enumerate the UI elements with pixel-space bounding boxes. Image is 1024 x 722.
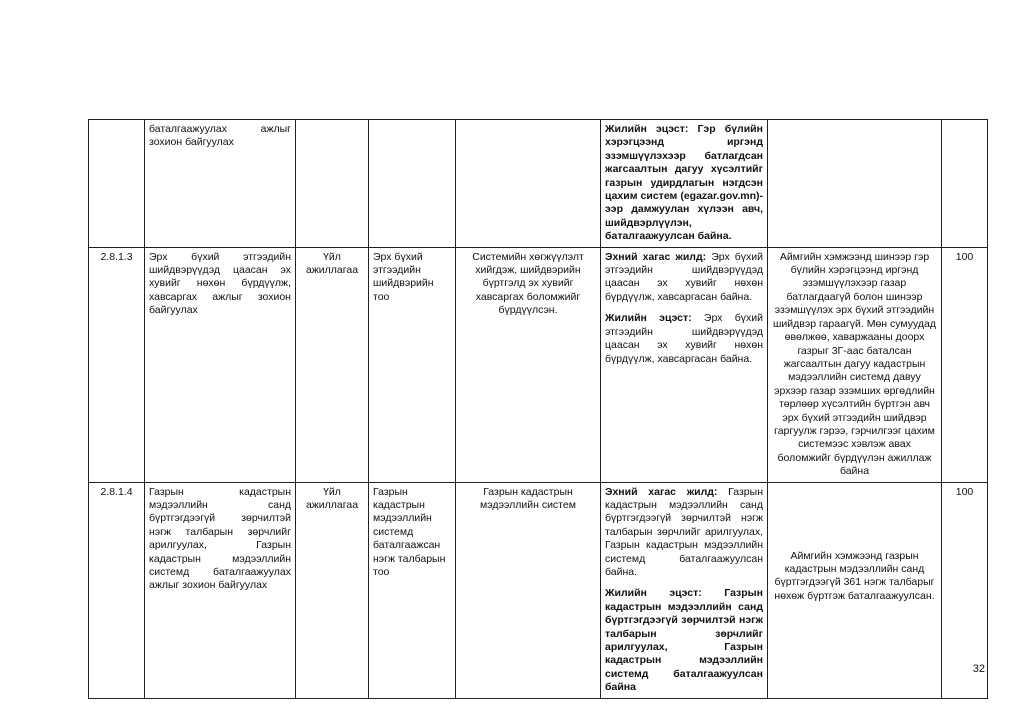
row-task: Эрх бүхий этгээдийн шийдвэрүүдэд цаасан эх хувийг нөхөн бүрдүүлж, хавсаргах ажлыг зохион байгуулах bbox=[145, 247, 296, 482]
row-score: 100 bbox=[942, 482, 988, 698]
row-baseline bbox=[456, 120, 601, 248]
goal-half-year bbox=[605, 486, 763, 580]
row-baseline: Системийн хөгжүүлэлт хийгдэж, шийдвэрийн бүртгэлд эх хувийг хавсаргах боломжийг бүрдүүлсэн. bbox=[456, 247, 601, 482]
row-performance bbox=[768, 482, 942, 698]
row-goal bbox=[601, 120, 768, 248]
table-row bbox=[89, 482, 988, 698]
row-indicator: Газрын кадастрын мэдээллийн системд баталгаажсан нэгж талбарын тоо bbox=[369, 482, 456, 698]
row-score bbox=[942, 120, 988, 248]
row-performance bbox=[768, 120, 942, 248]
page-number: 32 bbox=[972, 663, 985, 675]
performance-text: Аймгийн хэмжээнд газрын кадастрын мэдээллийн санд бүртгэгдээгүй 361 нэгж талбарыг нөхөж бүртгэж баталгаажуулсан. bbox=[774, 549, 935, 602]
row-code bbox=[89, 120, 145, 248]
goal-prefix: Эхний хагас жилд: bbox=[605, 250, 707, 263]
row-baseline: Газрын кадастрын мэдээллийн систем bbox=[456, 482, 601, 698]
goal2-text: Эрх бүхий этгээдийн шийдвэрүүдэд цаасан эх хувийг нөхөн бүрдүүлж, хавсаргасан байна. bbox=[605, 312, 763, 365]
goal-prefix: Жилийн эцэст: bbox=[605, 123, 689, 135]
plan-report-table bbox=[88, 119, 988, 699]
table-row bbox=[89, 247, 988, 482]
row-indicator: Эрх бүхий этгээдийн шийдвэрийн тоо bbox=[369, 247, 456, 482]
row-code: 2.8.1.4 bbox=[89, 482, 145, 698]
row-code: 2.8.1.3 bbox=[89, 247, 145, 482]
goal2-text: Газрын кадастрын мэдээллийн санд бүртгэгдээгүй зөрчилтэй нэгж талбарын зөрчлийг арилгуулах, Газрын кадастрын мэдээллийн системд баталгаажуулсан байна bbox=[605, 587, 763, 694]
row-score: 100 bbox=[942, 247, 988, 482]
row-unit: Үйл ажиллагаа bbox=[296, 482, 369, 698]
goal-text: Гэр бүлийн хэрэгцээнд иргэнд эзэмшүүлэхээр батлагдсан жагсаалтын дагуу хүсэлтийг газрын удирдлагын нэгдсэн цахим систем (egazar.gov.mn)-ээр дамжуулан хүлээн авч, шийдвэрлүүлэн, баталгаажуулсан байна. bbox=[605, 123, 763, 243]
row-unit bbox=[296, 120, 369, 248]
row-goal bbox=[601, 482, 768, 698]
goal2-prefix: Жилийн эцэст: bbox=[605, 312, 692, 325]
goal-year-end bbox=[605, 587, 763, 694]
goal2-prefix: Жилийн эцэст: bbox=[605, 587, 702, 600]
goal-year-end bbox=[605, 312, 763, 366]
row-performance: Аймгийн хэмжээнд шинээр гэр бүлийн хэрэгцээнд иргэнд эзэмшүүлэхээр газар батлагдаагүй болон шинээр эзэмшүүлэх эрх бүхий этгээдийн шийдвэр гараагүй. Мөн сумуудад өвөлжөө, хаваржааны доорх газрыг 3Г-аас баталсан жагсаалтын дагуу кадастрын мэдээллийн системд давуу эрхээр газар эзэмших өргөдлийн төрлөөр хүсэлтийн бүртгэн авч эрх бүхий этгээдийн шийдвэр гаргуулж гэрээ, гэрчилгээг цахим системээс хэвлэж авах боломжийг бүрдүүлэн ажиллаж байна bbox=[768, 247, 942, 482]
goal-prefix: Эхний хагас жилд: bbox=[605, 485, 718, 498]
row-task: баталгаажуулах ажлыг зохион байгуулах bbox=[145, 120, 296, 248]
row-task: Газрын кадастрын мэдээллийн санд бүртгэгдээгүй зөрчилтэй нэгж талбарын зөрчлийг арилгуулах, Газрын кадастрын мэдээллийн системд баталгаажуулах ажлыг зохион байгуулах bbox=[145, 482, 296, 698]
goal-text: Эрх бүхий этгээдийн шийдвэрүүдэд цаасан эх хувийг нөхөн бүрдүүлж, хавсаргасан байна. bbox=[605, 250, 764, 303]
goal-half-year bbox=[605, 251, 763, 305]
table-row bbox=[89, 120, 988, 248]
goal-text: Газрын кадастрын мэдээллийн санд бүртгэгдээгүй зөрчилтэй нэгж талбарын зөрчлийг арилгуулах, Газрын кадастрын мэдээллийн системд баталгаажуулсан байна. bbox=[605, 485, 763, 578]
row-goal bbox=[601, 247, 768, 482]
row-indicator bbox=[369, 120, 456, 248]
row-unit: Үйл ажиллагаа bbox=[296, 247, 369, 482]
